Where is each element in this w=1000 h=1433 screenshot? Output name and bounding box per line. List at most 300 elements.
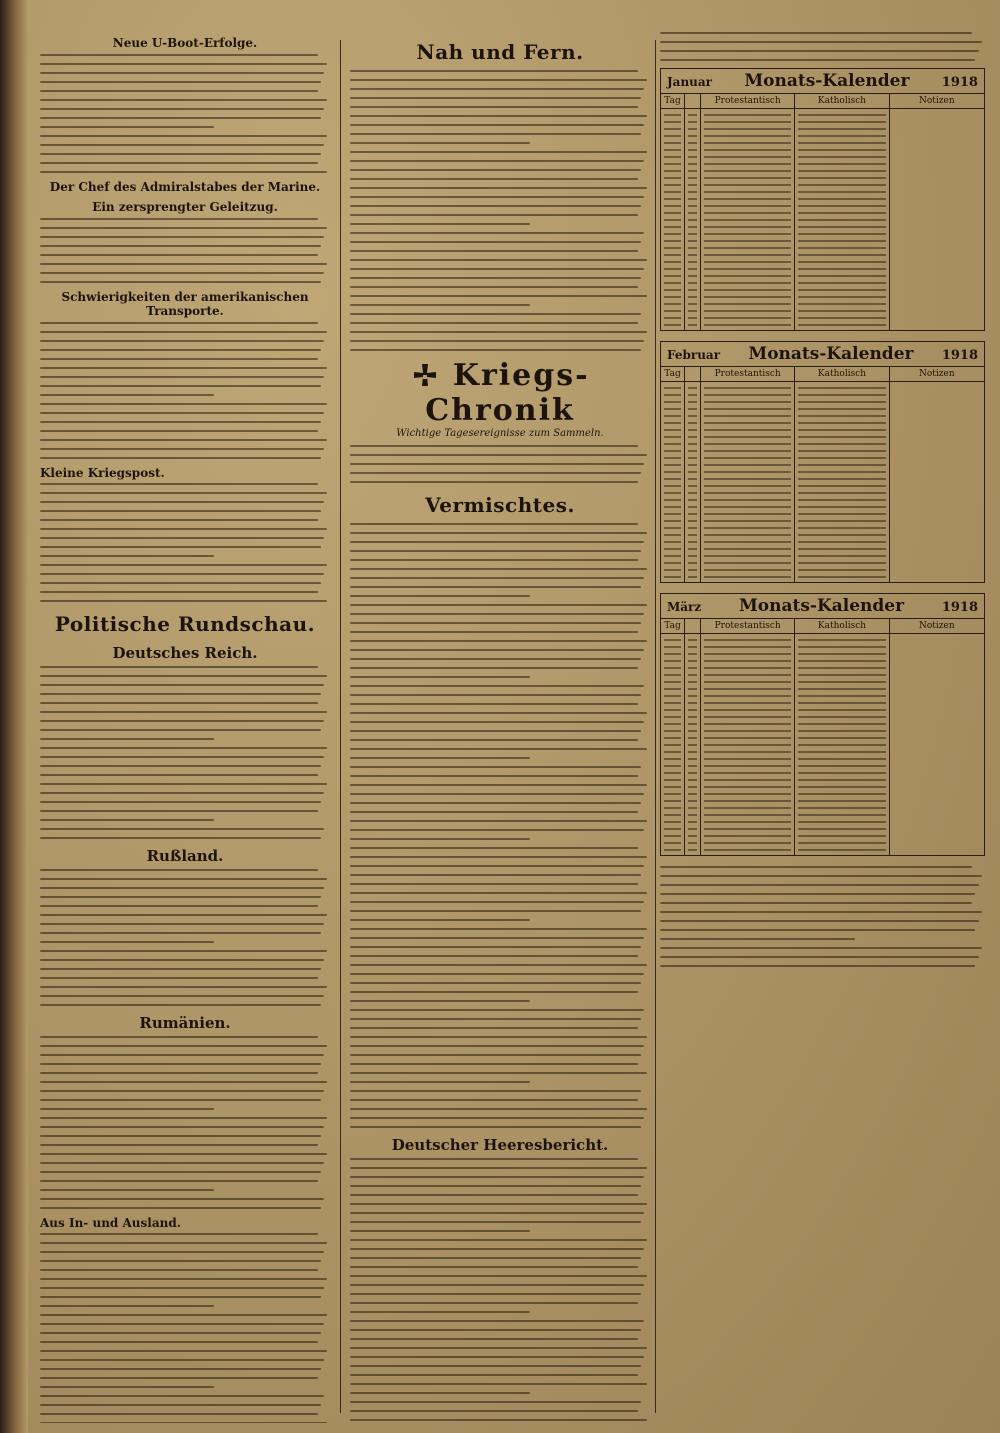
text-line <box>660 902 972 904</box>
calendar-entry <box>704 779 791 781</box>
text-line <box>350 1108 647 1110</box>
calendar-entry <box>798 653 885 655</box>
text-line <box>350 973 644 975</box>
text-line <box>40 711 327 713</box>
calendar-entry <box>704 730 791 732</box>
text-line <box>40 1395 324 1397</box>
text-line <box>350 784 647 786</box>
calendar-entry <box>798 702 885 704</box>
text-line <box>350 937 644 939</box>
calendar-entry <box>664 408 681 410</box>
calendar-month: März <box>667 600 702 614</box>
text-line <box>350 1356 644 1358</box>
text-line <box>350 991 638 993</box>
text-line <box>350 811 638 813</box>
calendar-entry <box>704 401 791 403</box>
calendar-entry <box>688 702 697 704</box>
text-line <box>40 528 327 530</box>
text-line <box>40 675 327 677</box>
text-line <box>350 196 644 198</box>
calendar-column <box>685 109 701 330</box>
text-line <box>40 564 327 566</box>
calendar-entry <box>704 716 791 718</box>
calendar-entry <box>704 198 791 200</box>
text-line <box>350 1099 638 1101</box>
calendar-entry <box>704 142 791 144</box>
calendar-entry <box>798 842 885 844</box>
calendar-entry <box>688 506 697 508</box>
calendar-entry <box>688 394 697 396</box>
calendar-entry <box>688 163 697 165</box>
text-line <box>40 81 321 83</box>
text-line <box>40 171 327 173</box>
calendar-entry <box>798 191 885 193</box>
calendar-entry <box>664 849 681 851</box>
text-line <box>350 766 641 768</box>
calendar-entry <box>798 814 885 816</box>
calendar-entry <box>688 674 697 676</box>
text-line <box>40 1207 321 1209</box>
calendar-entry <box>664 821 681 823</box>
calendar-entry <box>664 282 681 284</box>
calendar-entry <box>664 527 681 529</box>
calendar-entry <box>704 828 791 830</box>
calendar-entry <box>688 261 697 263</box>
article-text <box>40 1233 330 1423</box>
text-line <box>350 1257 641 1259</box>
calendar-entry <box>798 576 885 578</box>
col-tag: Tag <box>661 619 685 633</box>
text-line <box>350 304 530 306</box>
calendar-entry <box>688 646 697 648</box>
calendar-entry <box>688 170 697 172</box>
calendar-entry <box>688 562 697 564</box>
calendar-entry <box>688 457 697 459</box>
text-line <box>40 591 318 593</box>
calendar-entry <box>664 513 681 515</box>
calendar-entry <box>704 674 791 676</box>
text-line <box>660 41 982 43</box>
text-line <box>40 439 327 441</box>
text-line <box>40 367 327 369</box>
calendar-entry <box>798 471 885 473</box>
text-line <box>40 483 318 485</box>
calendar-entry <box>798 219 885 221</box>
calendar-entry <box>688 464 697 466</box>
text-line <box>40 1323 324 1325</box>
calendar-entry <box>798 457 885 459</box>
calendar-entry <box>798 520 885 522</box>
text-line <box>350 1329 641 1331</box>
text-line <box>350 1284 644 1286</box>
calendar-entry <box>664 450 681 452</box>
article-text <box>40 1036 330 1209</box>
calendar-entry <box>798 485 885 487</box>
calendar-entry <box>688 716 697 718</box>
calendar-entry <box>664 121 681 123</box>
calendar-entry <box>798 737 885 739</box>
calendar-entry <box>704 485 791 487</box>
calendar-entry <box>704 765 791 767</box>
text-line <box>350 838 530 840</box>
text-line <box>40 1135 321 1137</box>
calendar-entry <box>704 548 791 550</box>
calendar-entry <box>704 268 791 270</box>
headline-heeresbericht: Deutscher Heeresbericht. <box>391 1136 609 1154</box>
calendar-column <box>685 634 701 855</box>
calendar-entry <box>798 569 885 571</box>
calendar-entry <box>688 247 697 249</box>
calendar-entry <box>664 394 681 396</box>
text-line <box>40 492 327 494</box>
calendar-entry <box>688 191 697 193</box>
text-line <box>40 1332 321 1334</box>
calendar-entry <box>798 149 885 151</box>
calendar-entry <box>798 387 885 389</box>
calendar-column <box>701 382 795 582</box>
text-line <box>40 1063 321 1065</box>
calendar-entry <box>688 527 697 529</box>
calendar-entry <box>688 408 697 410</box>
calendar-entry <box>688 555 697 557</box>
calendar-entry <box>704 212 791 214</box>
calendar-entry <box>688 751 697 753</box>
text-line <box>40 281 321 283</box>
calendar-entry <box>704 114 791 116</box>
calendar-entry <box>664 212 681 214</box>
text-line <box>350 1347 647 1349</box>
calendar-entry <box>688 184 697 186</box>
calendar-entry <box>798 436 885 438</box>
calendar-entry <box>798 268 885 270</box>
col-kath: Katholisch <box>795 367 889 381</box>
calendar-entry <box>688 254 697 256</box>
text-line <box>40 1386 214 1388</box>
calendar-entry <box>798 198 885 200</box>
article-text <box>40 666 330 839</box>
calendar-entry <box>688 758 697 760</box>
column-middle <box>350 30 650 1423</box>
calendar-entry <box>704 793 791 795</box>
text-line <box>40 1171 321 1173</box>
text-line <box>350 295 647 297</box>
text-line <box>350 1383 647 1385</box>
calendar-entry <box>688 226 697 228</box>
calendar-entry <box>798 142 885 144</box>
calendar-entry <box>704 429 791 431</box>
calendar-entry <box>704 275 791 277</box>
text-line <box>660 911 982 913</box>
calendar-year: 1918 <box>941 600 978 615</box>
calendar-entry <box>704 660 791 662</box>
calendar-entry <box>704 681 791 683</box>
text-line <box>350 1239 647 1241</box>
calendar-entry <box>704 835 791 837</box>
text-line <box>350 1194 638 1196</box>
text-line <box>40 135 327 137</box>
calendar-entry <box>704 786 791 788</box>
calendar-entry <box>688 478 697 480</box>
calendar-entry <box>704 247 791 249</box>
text-line <box>350 454 647 456</box>
calendar-entry <box>798 296 885 298</box>
text-line <box>40 1054 324 1056</box>
calendar-entry <box>664 674 681 676</box>
calendar-column <box>795 634 889 855</box>
calendar-entry <box>798 275 885 277</box>
calendar-entry <box>704 310 791 312</box>
text-line <box>350 919 530 921</box>
calendar-column <box>890 382 984 582</box>
kriegs-chronik-title: Kriegs-Chronik <box>425 358 590 428</box>
calendar-entry <box>798 674 885 676</box>
calendar-entry <box>798 744 885 746</box>
text-line <box>350 820 647 822</box>
calendar-maerz <box>660 593 985 856</box>
text-line <box>350 1266 638 1268</box>
calendar-entry <box>798 639 885 641</box>
calendar-entry <box>688 709 697 711</box>
calendar-entry <box>798 114 885 116</box>
calendar-entry <box>664 520 681 522</box>
article-text <box>40 869 330 1006</box>
calendar-entry <box>798 548 885 550</box>
text-line <box>40 546 321 548</box>
text-line <box>40 1413 318 1415</box>
calendar-entry <box>688 450 697 452</box>
calendar-entry <box>664 793 681 795</box>
calendar-entry <box>688 401 697 403</box>
calendar-entry <box>798 303 885 305</box>
text-line <box>350 169 641 171</box>
calendar-entry <box>664 289 681 291</box>
calendar-entry <box>704 149 791 151</box>
calendar-entry <box>688 688 697 690</box>
text-line <box>40 1081 327 1083</box>
text-line <box>350 541 644 543</box>
column-rule <box>655 40 656 1413</box>
text-line <box>40 573 324 575</box>
text-line <box>350 1203 647 1205</box>
calendar-column <box>795 382 889 582</box>
calendar-entry <box>688 800 697 802</box>
calendar-entry <box>798 289 885 291</box>
calendar-entry <box>704 324 791 326</box>
text-line <box>40 693 321 695</box>
calendar-entry <box>798 660 885 662</box>
text-line <box>350 613 644 615</box>
text-line <box>350 955 638 957</box>
col-tag: Tag <box>661 367 685 381</box>
calendar-entry <box>704 457 791 459</box>
text-line <box>350 892 647 894</box>
text-line <box>350 703 638 705</box>
col-notizen: Notizen <box>919 96 955 106</box>
calendar-body <box>661 109 984 330</box>
calendar-entry <box>664 779 681 781</box>
text-line <box>40 162 318 164</box>
text-line <box>40 510 321 512</box>
calendar-entry <box>664 828 681 830</box>
text-line <box>350 1248 644 1250</box>
text-line <box>350 1230 530 1232</box>
text-line <box>350 856 647 858</box>
calendar-column <box>701 634 795 855</box>
calendar-entry <box>688 548 697 550</box>
calendar-entry <box>688 289 697 291</box>
calendar-entry <box>688 177 697 179</box>
text-line <box>350 1302 638 1304</box>
headline-in-ausland: Aus In- und Ausland. <box>40 1216 181 1230</box>
calendar-entry <box>704 772 791 774</box>
calendar-entry <box>664 429 681 431</box>
calendar-entry <box>664 163 681 165</box>
calendar-entry <box>798 688 885 690</box>
text-line <box>660 920 979 922</box>
calendar-entry <box>688 415 697 417</box>
text-line <box>40 153 321 155</box>
text-line <box>40 756 324 758</box>
calendar-entry <box>664 653 681 655</box>
article-text <box>40 322 330 459</box>
calendar-entry <box>798 177 885 179</box>
calendar-entry <box>664 240 681 242</box>
calendar-entry <box>798 464 885 466</box>
calendar-entry <box>664 786 681 788</box>
article-text <box>350 445 650 483</box>
text-line <box>40 792 324 794</box>
calendar-entry <box>688 149 697 151</box>
text-line <box>40 1377 318 1379</box>
calendar-entry <box>688 296 697 298</box>
calendar-entry <box>704 653 791 655</box>
text-line <box>350 1311 530 1313</box>
text-line <box>40 765 321 767</box>
text-line <box>40 1198 324 1200</box>
text-line <box>350 910 641 912</box>
text-line <box>350 313 641 315</box>
text-line <box>350 1338 638 1340</box>
headline-nah-fern: Nah und Fern. <box>416 40 584 64</box>
text-line <box>350 1126 641 1128</box>
text-line <box>40 272 324 274</box>
headline-admiralstab: Der Chef des Admiralstabes der Marine. <box>49 180 321 194</box>
calendar-body <box>661 634 984 855</box>
calendar-entry <box>704 226 791 228</box>
calendar-entry <box>664 639 681 641</box>
text-line <box>660 893 975 895</box>
column-rule <box>340 40 341 1413</box>
col-num <box>685 619 701 633</box>
text-line <box>40 1305 214 1307</box>
calendar-column <box>661 109 685 330</box>
calendar-entry <box>664 506 681 508</box>
calendar-entry <box>704 737 791 739</box>
calendar-entry <box>798 282 885 284</box>
text-line <box>350 1410 638 1412</box>
text-line <box>40 1090 324 1092</box>
text-line <box>350 964 647 966</box>
calendar-entry <box>798 233 885 235</box>
article-text <box>350 70 650 351</box>
text-line <box>40 144 324 146</box>
calendar-entry <box>798 800 885 802</box>
calendar-entry <box>688 240 697 242</box>
calendar-entry <box>688 653 697 655</box>
calendar-entry <box>664 415 681 417</box>
text-line <box>40 932 321 934</box>
calendar-entry <box>798 534 885 536</box>
text-line <box>350 532 647 534</box>
text-line <box>350 340 644 342</box>
calendar-entry <box>664 114 681 116</box>
text-line <box>350 1419 647 1421</box>
calendar-entry <box>798 317 885 319</box>
text-line <box>40 63 327 65</box>
calendar-entry <box>798 450 885 452</box>
text-line <box>40 218 318 220</box>
calendar-entry <box>664 233 681 235</box>
calendar-entry <box>704 408 791 410</box>
text-line <box>40 1278 327 1280</box>
text-line <box>40 738 214 740</box>
text-line <box>40 1350 327 1352</box>
calendar-entry <box>704 842 791 844</box>
text-line <box>350 712 647 714</box>
calendar-entry <box>664 310 681 312</box>
calendar-entry <box>798 793 885 795</box>
text-line <box>350 829 644 831</box>
calendar-entry <box>664 758 681 760</box>
calendar-entry <box>664 709 681 711</box>
text-line <box>40 1004 321 1006</box>
text-line <box>40 403 327 405</box>
text-line <box>350 1018 641 1020</box>
calendar-entry <box>798 443 885 445</box>
calendar-entry <box>688 429 697 431</box>
calendar-entry <box>798 681 885 683</box>
calendar-entry <box>798 324 885 326</box>
calendar-entry <box>704 450 791 452</box>
calendar-entry <box>704 639 791 641</box>
calendar-entry <box>688 205 697 207</box>
calendar-entry <box>688 499 697 501</box>
text-line <box>350 1054 641 1056</box>
calendar-entry <box>798 828 885 830</box>
calendar-entry <box>798 156 885 158</box>
calendar-entry <box>664 555 681 557</box>
text-line <box>350 928 647 930</box>
calendar-entry <box>664 548 681 550</box>
calendar-entry <box>664 156 681 158</box>
text-line <box>40 90 318 92</box>
calendar-entry <box>664 261 681 263</box>
calendar-entry <box>798 562 885 564</box>
text-line <box>40 457 321 459</box>
iron-cross-icon <box>410 362 440 392</box>
text-line <box>350 106 638 108</box>
calendar-column <box>890 634 984 855</box>
calendar-entry <box>798 499 885 501</box>
calendar-entry <box>798 170 885 172</box>
calendar-entry <box>704 471 791 473</box>
text-line <box>350 1072 647 1074</box>
text-line <box>40 519 318 521</box>
text-line <box>350 88 644 90</box>
calendar-entry <box>704 744 791 746</box>
text-line <box>40 263 327 265</box>
text-line <box>40 1233 318 1235</box>
